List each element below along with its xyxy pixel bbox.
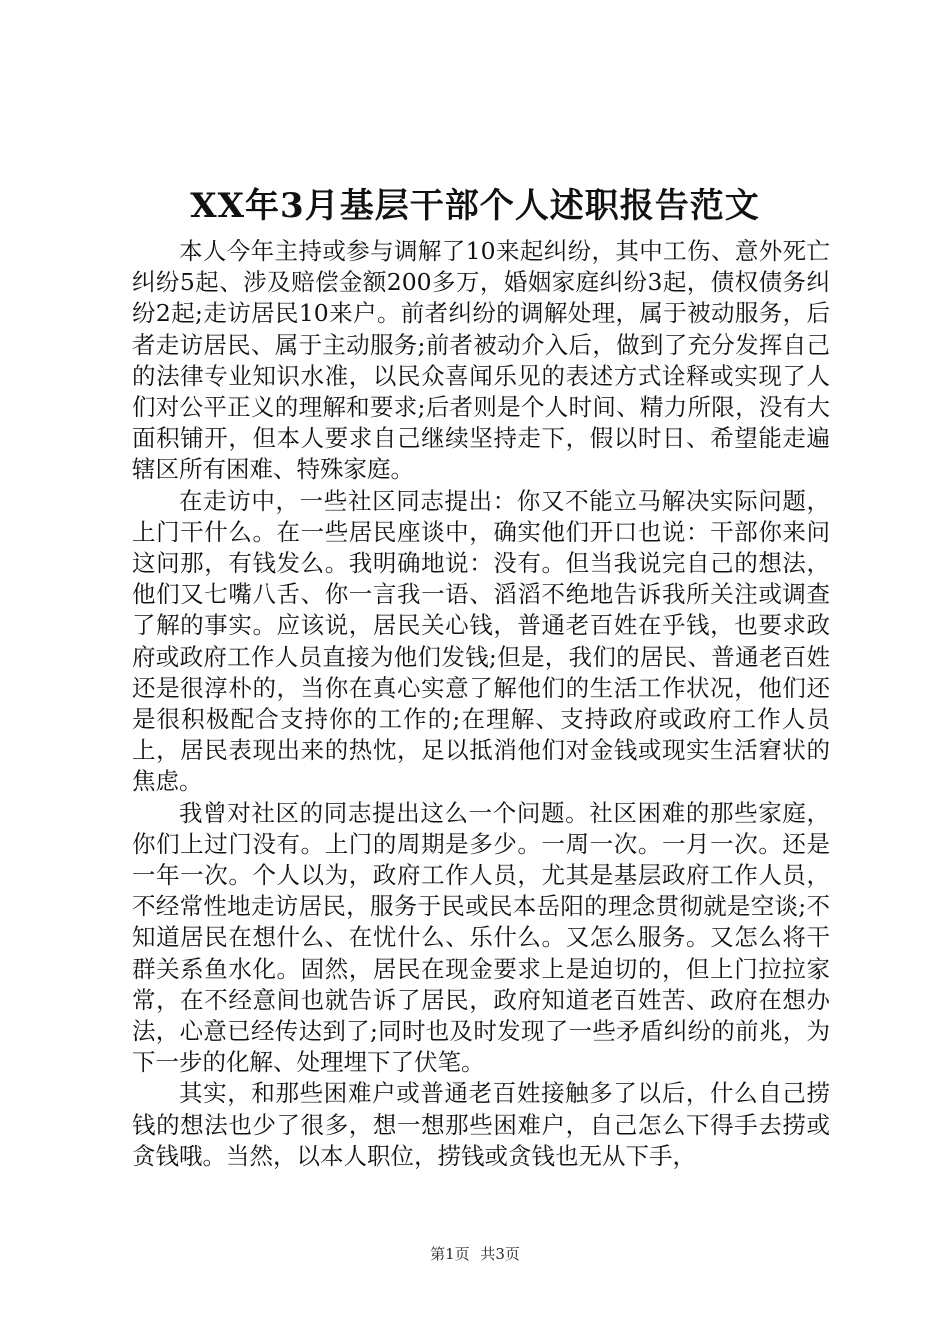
page-footer xyxy=(0,1244,950,1264)
page-number: 第1页 xyxy=(430,1245,470,1263)
paragraph-4: 其实，和那些困难户或普通老百姓接触多了以后，什么自己捞钱的想法也少了很多，想一想那些困难户，自己怎么下得手去捞或贪钱哦。当然，以本人职位，捞钱或贪钱也无从下手， xyxy=(132,1079,830,1170)
page-title: XX年3月基层干部个人述职报告范文 xyxy=(190,186,760,226)
paragraph-3: 我曾对社区的同志提出这么一个问题。社区困难的那些家庭，你们上过门没有。上门的周期是多少。一周一次。一月一次。还是一年一次。个人以为，政府工作人员，尤其是基层政府工作人员，不经常性地走访居民，服务于民或民本岳阳的理念贯彻就是空谈;不知道居民在想什么、在忧什么、乐什么。又怎么服务。又怎么将干群关系鱼水化。固然，居民在现金要求上是迫切的，但上门拉拉家常，在不经意间也就告诉了居民，政府知道老百姓苦、政府在想办法，心意已经传达到了;同时也及时发现了一些矛盾纠纷的前兆，为下一步的化解、处理埋下了伏笔。 xyxy=(132,798,830,1077)
paragraph-2: 在走访中，一些社区同志提出：你又不能立马解决实际问题，上门干什么。在一些居民座谈中，确实他们开口也说：干部你来问这问那，有钱发么。我明确地说：没有。但当我说完自己的想法，他们又七嘴八舌、你一言我一语、滔滔不绝地告诉我所关注或调查了解的事实。应该说，居民关心钱，普通老百姓在乎钱，也要求政府或政府工作人员直接为他们发钱;但是，我们的居民、普通老百姓还是很淳朴的，当你在真心实意了解他们的生活工作状况，他们还是很积极配合支持你的工作的;在理解、支持政府或政府工作人员上，居民表现出来的热忱，足以抵消他们对金钱或现实生活窘状的焦虑。 xyxy=(132,486,830,796)
page-total: 共3页 xyxy=(480,1245,520,1263)
document-body xyxy=(132,236,830,1172)
paragraph-1: 本人今年主持或参与调解了10来起纠纷，其中工伤、意外死亡纠纷5起、涉及赔偿金额200多万，婚姻家庭纠纷3起，债权债务纠纷2起;走访居民10来户。前者纠纷的调解处理，属于被动服务，后者走访居民、属于主动服务;前者被动介入后，做到了充分发挥自己的法律专业知识水准，以民众喜闻乐见的表述方式诠释或实现了人们对公平正义的理解和要求;后者则是个人时间、精力所限，没有大面积铺开，但本人要求自己继续坚持走下，假以时日、希望能走遍辖区所有困难、特殊家庭。 xyxy=(132,237,830,484)
